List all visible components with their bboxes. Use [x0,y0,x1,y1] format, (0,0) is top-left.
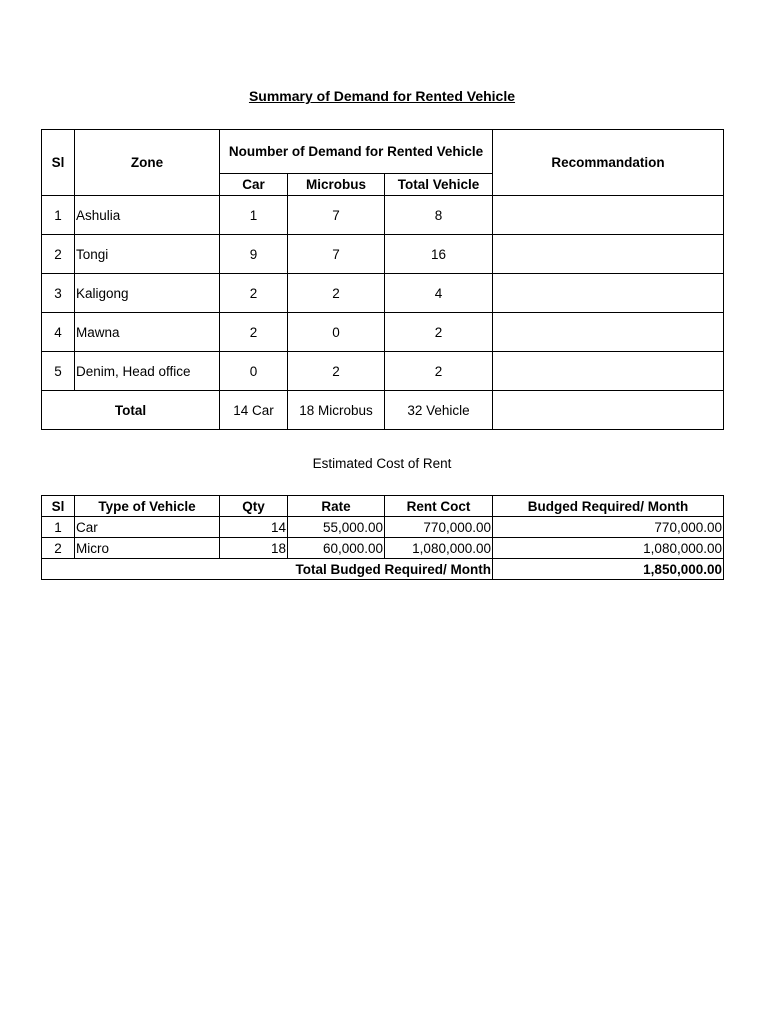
row-zone: Tongi [75,235,220,274]
row-recommendation [493,274,724,313]
row-microbus: 7 [288,196,385,235]
total-label: Total [42,391,220,430]
row-total: 16 [385,235,493,274]
cost-row-qty: 14 [220,517,288,538]
row-car: 2 [220,274,288,313]
row-total: 2 [385,313,493,352]
cost-total-value: 1,850,000.00 [493,559,724,580]
row-microbus: 7 [288,235,385,274]
row-total: 2 [385,352,493,391]
cost-row-rent-cost: 770,000.00 [385,517,493,538]
row-sl: 3 [42,274,75,313]
cost-row-rent-cost: 1,080,000.00 [385,538,493,559]
cost-row-budget: 770,000.00 [493,517,724,538]
cost-header-rent-cost: Rent Coct [385,496,493,517]
cost-total-row [42,559,724,580]
header-demand-group: Noumber of Demand for Rented Vehicle [220,130,493,174]
table-row [42,196,724,235]
cost-header-type: Type of Vehicle [75,496,220,517]
cost-total-label: Total Budged Required/ Month [42,559,493,580]
row-sl: 2 [42,235,75,274]
row-total: 8 [385,196,493,235]
row-zone: Mawna [75,313,220,352]
header-sl: Sl [42,130,75,196]
row-zone: Ashulia [75,196,220,235]
table-row [42,274,724,313]
cost-row-type: Car [75,517,220,538]
row-recommendation [493,313,724,352]
header-microbus: Microbus [288,174,385,196]
table-row [42,538,724,559]
row-car: 1 [220,196,288,235]
cost-row-qty: 18 [220,538,288,559]
row-recommendation [493,196,724,235]
total-car: 14 Car [220,391,288,430]
row-recommendation [493,352,724,391]
row-microbus: 2 [288,274,385,313]
cost-row-sl: 1 [42,517,75,538]
cost-table [41,495,724,580]
row-sl: 5 [42,352,75,391]
table-row [42,517,724,538]
header-car: Car [220,174,288,196]
row-microbus: 2 [288,352,385,391]
cost-row-type: Micro [75,538,220,559]
cost-row-budget: 1,080,000.00 [493,538,724,559]
cost-header-qty: Qty [220,496,288,517]
cost-header-rate: Rate [288,496,385,517]
row-zone: Denim, Head office [75,352,220,391]
header-recommendation: Recommandation [493,130,724,196]
row-car: 2 [220,313,288,352]
cost-row-sl: 2 [42,538,75,559]
cost-row-rate: 60,000.00 [288,538,385,559]
page-title: Summary of Demand for Rented Vehicle [248,88,516,104]
header-zone: Zone [75,130,220,196]
cost-header-budget: Budged Required/ Month [493,496,724,517]
table-row [42,352,724,391]
row-recommendation [493,235,724,274]
cost-row-rate: 55,000.00 [288,517,385,538]
row-zone: Kaligong [75,274,220,313]
table-row [42,313,724,352]
total-row [42,391,724,430]
row-car: 0 [220,352,288,391]
row-total: 4 [385,274,493,313]
header-total-vehicle: Total Vehicle [385,174,493,196]
total-microbus: 18 Microbus [288,391,385,430]
row-car: 9 [220,235,288,274]
total-vehicle: 32 Vehicle [385,391,493,430]
table-row [42,235,724,274]
cost-header-sl: Sl [42,496,75,517]
demand-summary-table [41,129,724,430]
row-sl: 1 [42,196,75,235]
row-microbus: 0 [288,313,385,352]
total-recommendation [493,391,724,430]
row-sl: 4 [42,313,75,352]
cost-section-title: Estimated Cost of Rent [312,456,452,471]
